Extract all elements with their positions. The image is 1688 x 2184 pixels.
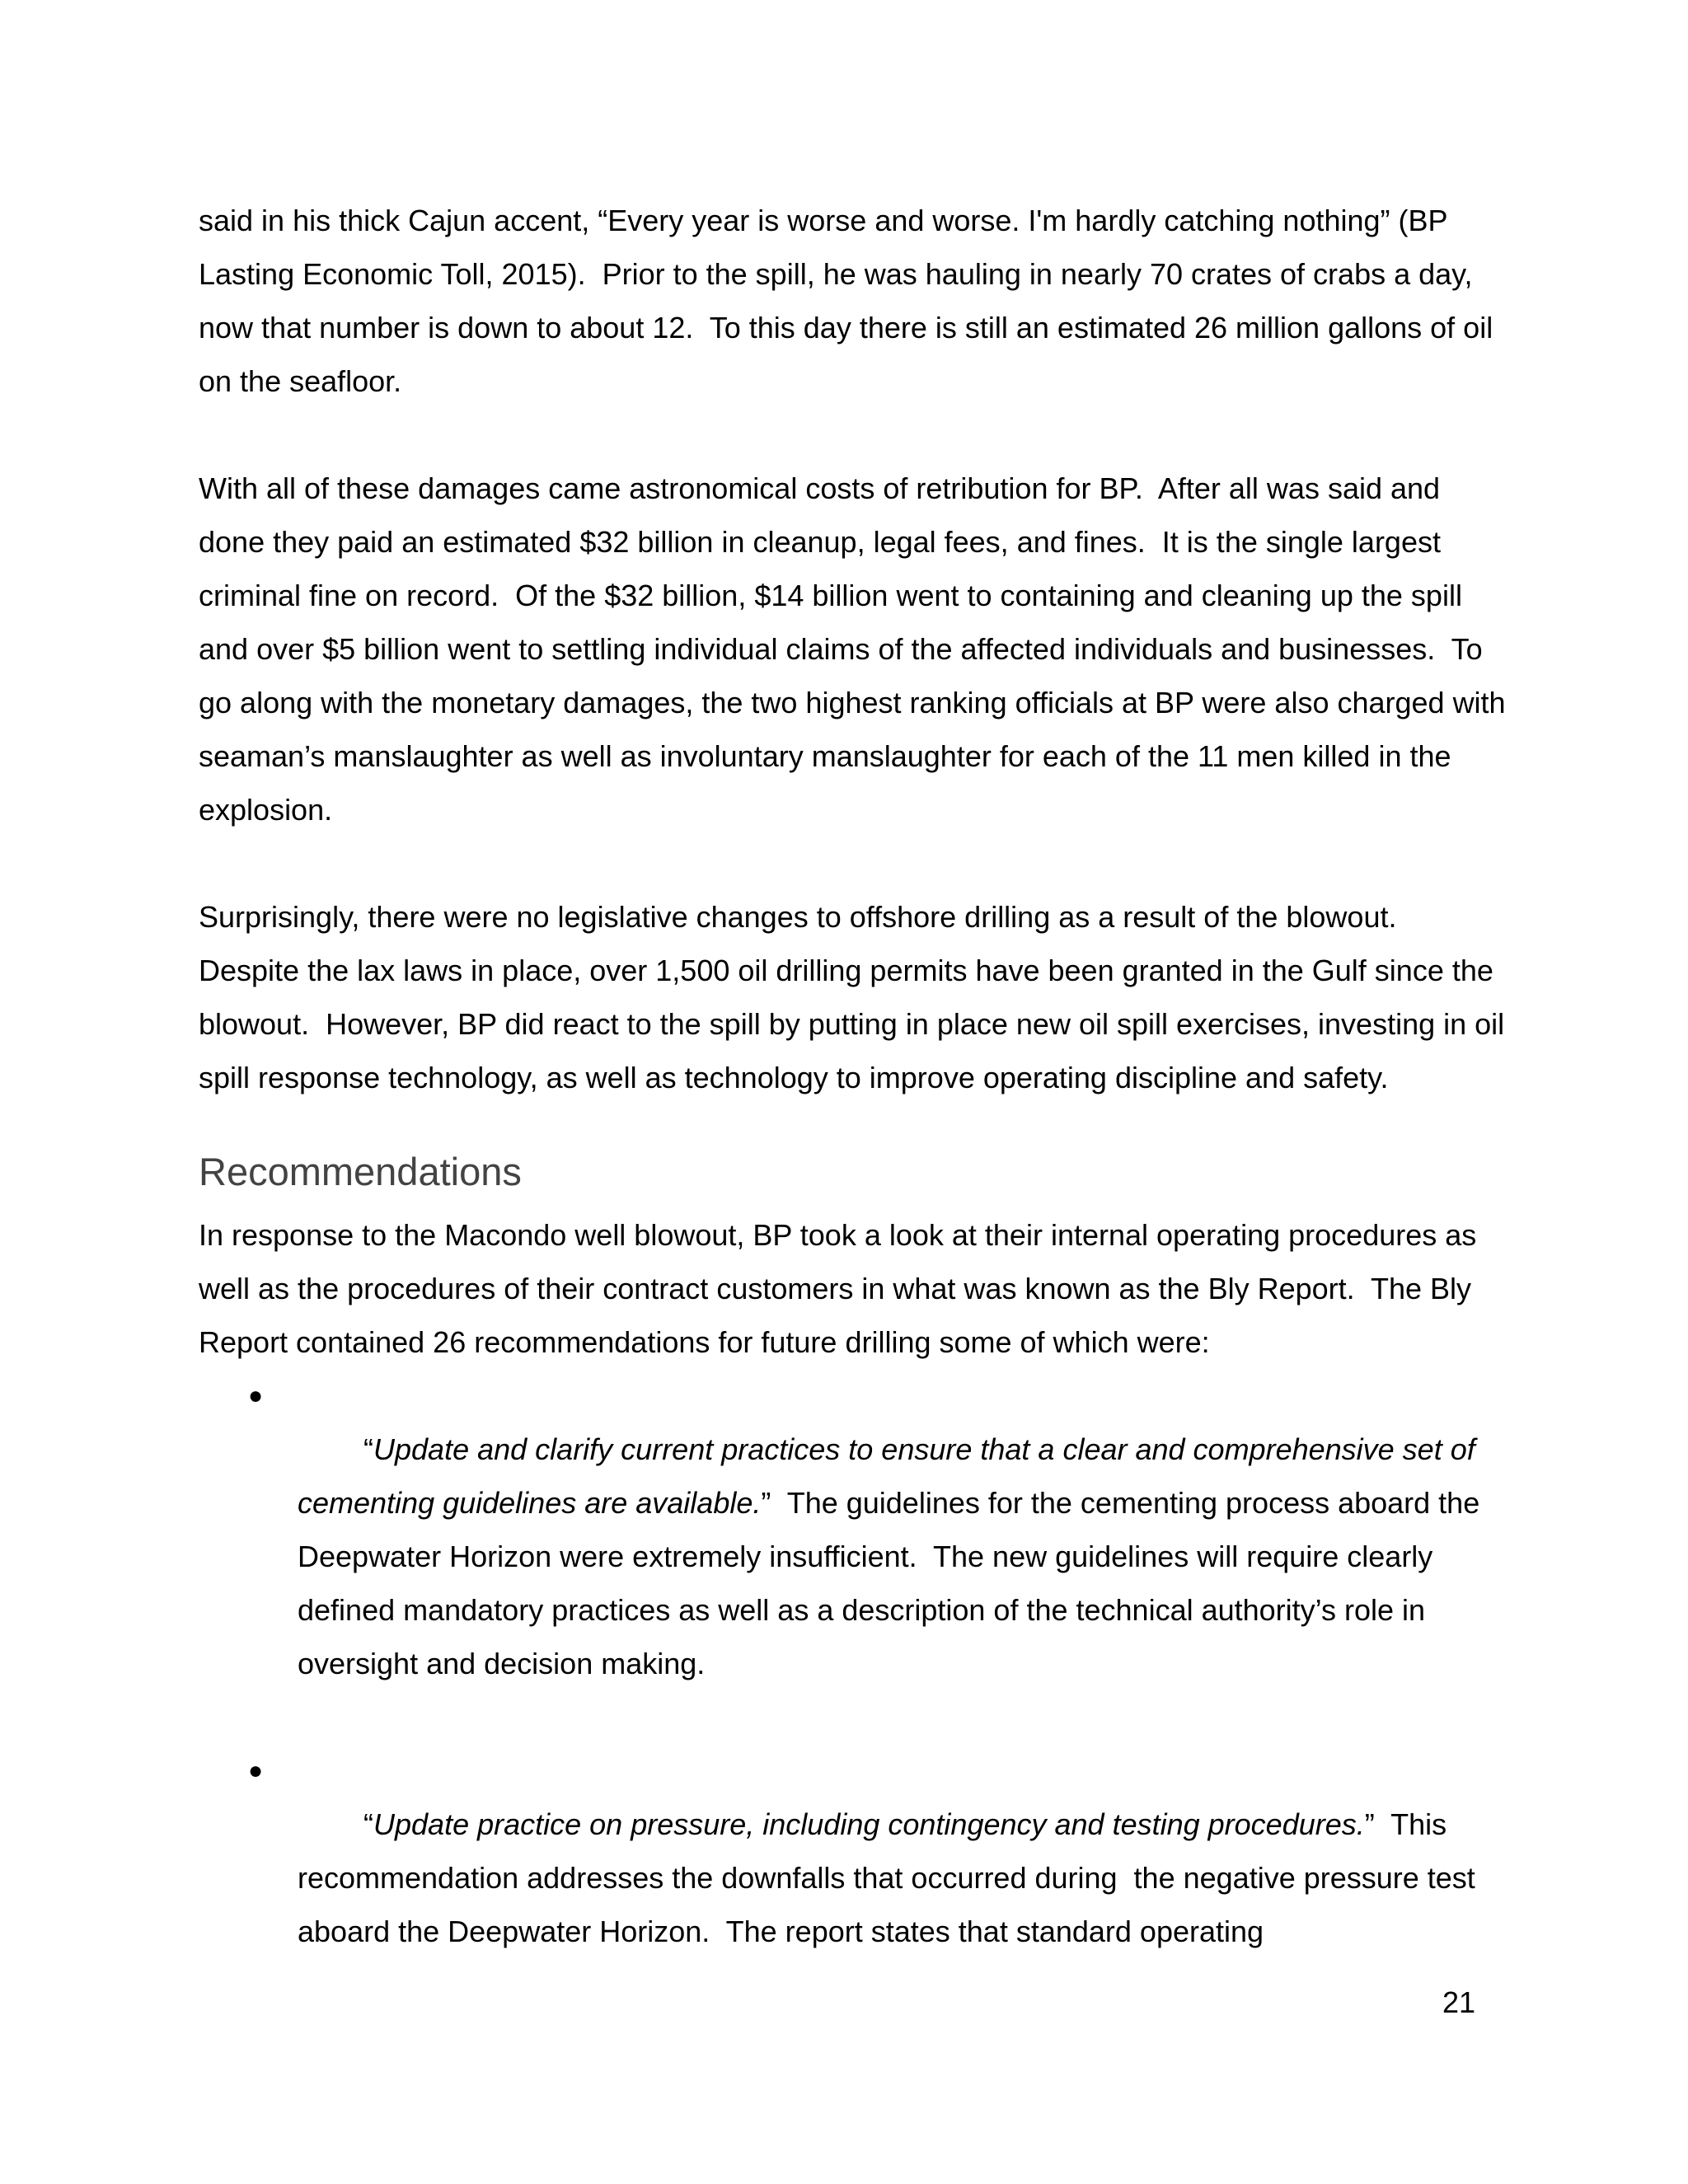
bullet-icon: ● (248, 1382, 264, 1409)
recommendation-text: The guidelines for the cementing process aboard the Deepwater Horizon were extremely insufficient. The new guidelines will require clearly defined mandatory practices as well as a description of the technical authority’s role in oversight and decision making. (298, 1486, 1489, 1680)
recommendation-quote: Update and clarify current practices to ensure that a clear and comprehensive set of cementing guidelines are available. (298, 1432, 1484, 1520)
recommendation-text: This recommendation addresses the downfalls that occurred during the negative pressure test aboard the Deepwater Horizon. The report states that standard operating (298, 1807, 1484, 1948)
page-body (199, 194, 1514, 2012)
page-number: 21 (1442, 1985, 1476, 2019)
section-intro-paragraph: In response to the Macondo well blowout, BP took a look at their internal operating procedures as well as the procedures of their contract customers in what was known as the Bly Report. The Bly Report contained 26 recommendations for future drilling some of which were: (199, 1218, 1485, 1359)
open-quote: “ (363, 1807, 374, 1841)
bullet-icon: ● (248, 1757, 264, 1784)
recommendation-item (199, 1369, 1509, 1744)
section-heading: Recommendations (199, 1150, 522, 1193)
recommendations-list (199, 1369, 1509, 2012)
close-quote: ” (761, 1486, 771, 1520)
body-paragraph-3: Surprisingly, there were no legislative changes to offshore drilling as a result of the blowout. Despite the lax laws in place, over 1,500 oil drilling permits have been granted in the Gulf since the blowout. However, BP did react to the spill by putting in place new oil spill exercises, investing in oil spill response technology, as well as technology to improve operating discipline and safety. (199, 900, 1513, 1094)
recommendation-quote: Update practice on pressure, including contingency and testing procedures. (373, 1807, 1365, 1841)
body-paragraph-2: With all of these damages came astronomical costs of retribution for BP. After all was said and done they paid an estimated $32 billion in cleanup, legal fees, and fines. It is the single largest criminal fine on record. Of the $32 billion, $14 billion went to containing and cleaning up the spill and over $5 billion went to settling individual claims of the affected individuals and businesses. To go along with the monetary damages, the two highest ranking officials at BP were also charged with seaman’s manslaughter as well as involuntary manslaughter for each of the 11 men killed in the explosion. (199, 471, 1514, 827)
body-paragraph-1: said in his thick Cajun accent, “Every year is worse and worse. I'm hardly catching nothing” (BP Lasting Economic Toll, 2015). Prior to the spill, he was hauling in nearly 70 crates of crabs a day, now that number is down to about 12. To this day there is still an estimated 26 million gallons of oil on the seafloor. (199, 204, 1502, 398)
close-quote: ” (1364, 1807, 1375, 1841)
open-quote: “ (363, 1432, 374, 1466)
recommendation-item (199, 1744, 1509, 2012)
